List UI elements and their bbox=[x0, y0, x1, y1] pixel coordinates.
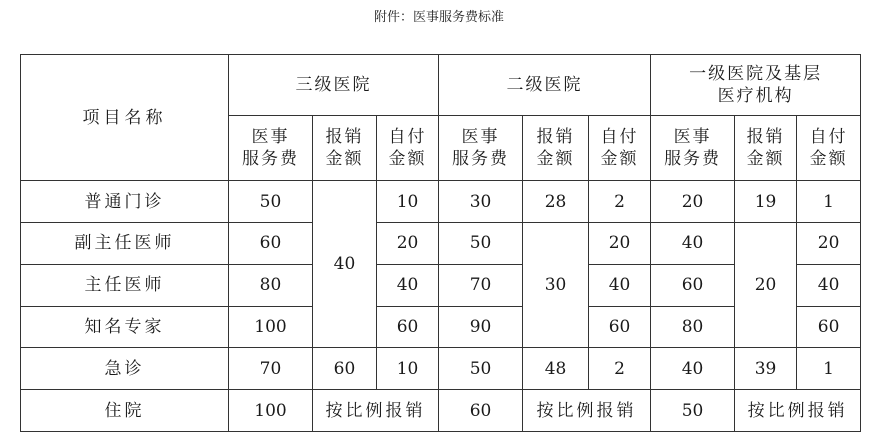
subheader-self-pay: 自付 金额 bbox=[589, 116, 651, 181]
row-label: 主任医师 bbox=[21, 264, 229, 306]
cell-value: 1 bbox=[797, 181, 861, 223]
cell-value: 100 bbox=[229, 390, 313, 432]
subheader-reimbursement: 报销 金额 bbox=[523, 116, 589, 181]
cell-value: 40 bbox=[651, 223, 735, 265]
cell-value: 48 bbox=[523, 348, 589, 390]
cell-value: 50 bbox=[651, 390, 735, 432]
row-label: 急诊 bbox=[21, 348, 229, 390]
cell-value: 20 bbox=[377, 223, 439, 265]
cell-value: 28 bbox=[523, 181, 589, 223]
cell-value: 100 bbox=[229, 306, 313, 348]
table-row bbox=[21, 181, 861, 223]
cell-value: 39 bbox=[735, 348, 797, 390]
cell-proportional-reimbursement: 按比例报销 bbox=[313, 390, 439, 432]
cell-value: 10 bbox=[377, 181, 439, 223]
cell-value: 70 bbox=[439, 264, 523, 306]
cell-value: 40 bbox=[589, 264, 651, 306]
cell-value: 2 bbox=[589, 181, 651, 223]
cell-value: 20 bbox=[651, 181, 735, 223]
cell-merged-reimbursement: 20 bbox=[735, 223, 797, 348]
cell-value: 90 bbox=[439, 306, 523, 348]
subheader-service-fee: 医事 服务费 bbox=[651, 116, 735, 181]
row-label: 普通门诊 bbox=[21, 181, 229, 223]
subheader-self-pay: 自付 金额 bbox=[797, 116, 861, 181]
cell-proportional-reimbursement: 按比例报销 bbox=[735, 390, 861, 432]
subheader-service-fee: 医事 服务费 bbox=[229, 116, 313, 181]
cell-value: 60 bbox=[651, 264, 735, 306]
cell-value: 50 bbox=[439, 348, 523, 390]
cell-value: 20 bbox=[797, 223, 861, 265]
subheader-service-fee: 医事 服务费 bbox=[439, 116, 523, 181]
cell-value: 20 bbox=[589, 223, 651, 265]
page-title: 附件：医事服务费标准 bbox=[373, 10, 504, 25]
table-row bbox=[21, 348, 861, 390]
subheader-self-pay: 自付 金额 bbox=[377, 116, 439, 181]
cell-value: 10 bbox=[377, 348, 439, 390]
cell-value: 60 bbox=[589, 306, 651, 348]
header-project-name: 项目名称 bbox=[21, 55, 229, 181]
cell-value: 2 bbox=[589, 348, 651, 390]
cell-value: 60 bbox=[797, 306, 861, 348]
cell-value: 60 bbox=[313, 348, 377, 390]
cell-proportional-reimbursement: 按比例报销 bbox=[523, 390, 651, 432]
cell-value: 50 bbox=[439, 223, 523, 265]
cell-value: 70 bbox=[229, 348, 313, 390]
header-primary-hospital: 一级医院及基层 医疗机构 bbox=[651, 55, 861, 116]
cell-value: 80 bbox=[651, 306, 735, 348]
header-secondary-hospital: 二级医院 bbox=[439, 55, 651, 116]
cell-value: 1 bbox=[797, 348, 861, 390]
subheader-reimbursement: 报销 金额 bbox=[735, 116, 797, 181]
cell-value: 30 bbox=[439, 181, 523, 223]
table-row bbox=[21, 390, 861, 432]
cell-value: 40 bbox=[651, 348, 735, 390]
cell-value: 80 bbox=[229, 264, 313, 306]
cell-value: 50 bbox=[229, 181, 313, 223]
subheader-reimbursement: 报销 金额 bbox=[313, 116, 377, 181]
header-tertiary-hospital: 三级医院 bbox=[229, 55, 439, 116]
cell-value: 19 bbox=[735, 181, 797, 223]
cell-merged-reimbursement: 30 bbox=[523, 223, 589, 348]
cell-merged-reimbursement: 40 bbox=[313, 181, 377, 348]
cell-value: 60 bbox=[377, 306, 439, 348]
table-row bbox=[21, 223, 861, 265]
fee-standard-table bbox=[20, 54, 861, 432]
cell-value: 60 bbox=[229, 223, 313, 265]
row-label: 住院 bbox=[21, 390, 229, 432]
cell-value: 40 bbox=[377, 264, 439, 306]
cell-value: 40 bbox=[797, 264, 861, 306]
cell-value: 60 bbox=[439, 390, 523, 432]
row-label: 知名专家 bbox=[21, 306, 229, 348]
row-label: 副主任医师 bbox=[21, 223, 229, 265]
